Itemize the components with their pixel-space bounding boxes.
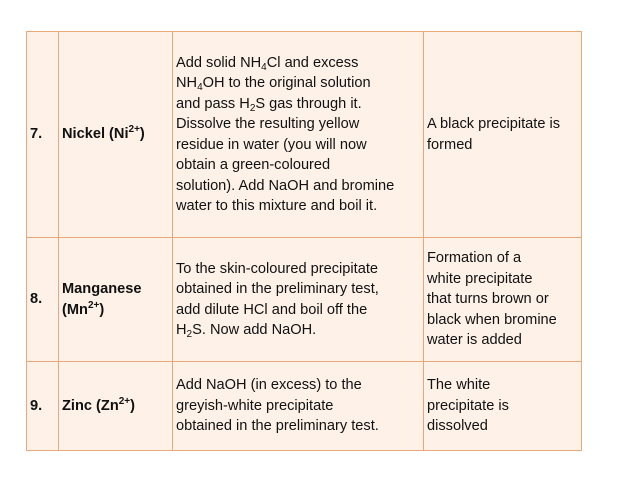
observation-line: A black precipitate is bbox=[427, 116, 561, 132]
observation-line: Formation of a bbox=[427, 250, 522, 267]
observation-line: white precipitate bbox=[427, 270, 533, 287]
test-line: add dilute HCl and boil off the bbox=[176, 301, 368, 318]
row-number-text: 8. bbox=[30, 291, 43, 308]
ion-cell bbox=[59, 32, 173, 238]
ion-cell bbox=[59, 238, 173, 362]
test-line: To the skin-coloured precipitate bbox=[176, 260, 378, 277]
table-row-nickel bbox=[27, 32, 582, 238]
test-text: and pass H bbox=[176, 95, 250, 112]
observation-line: black when bromine bbox=[427, 311, 557, 328]
ion-name: (Mn bbox=[62, 301, 88, 318]
observation-line: precipitate is bbox=[427, 397, 509, 414]
test-text: S. Now add NaOH. bbox=[192, 322, 317, 338]
ion-close: ) bbox=[99, 301, 105, 318]
ion-charge: 2+ bbox=[128, 124, 140, 136]
test-line: residue in water (you will now bbox=[176, 136, 367, 153]
salt-analysis-table bbox=[26, 31, 582, 451]
test-text: Add solid NH bbox=[176, 54, 262, 71]
table-row-zinc bbox=[27, 362, 582, 451]
ion-charge: 2+ bbox=[87, 299, 100, 311]
ion-name: Nickel (Ni bbox=[62, 126, 129, 143]
test-cell bbox=[173, 238, 424, 362]
subscript: 4 bbox=[197, 82, 203, 93]
observation-cell bbox=[424, 362, 582, 451]
test-line: obtained in the preliminary test, bbox=[176, 281, 379, 297]
test-line: water to this mixture and boil it. bbox=[176, 198, 378, 214]
test-line: Dissolve the resulting yellow bbox=[176, 116, 360, 132]
observation-line: formed bbox=[427, 136, 473, 153]
test-line: obtained in the preliminary test. bbox=[176, 418, 379, 435]
observation-line: that turns brown or bbox=[427, 291, 549, 308]
ion-close: ) bbox=[139, 126, 145, 143]
subscript: 2 bbox=[249, 102, 256, 114]
test-line: Add NaOH (in excess) to the bbox=[176, 377, 362, 394]
test-line: solution). Add NaOH and bromine bbox=[176, 177, 395, 194]
ion-close: ) bbox=[130, 397, 136, 414]
test-text: OH to the original solution bbox=[202, 75, 371, 91]
row-number bbox=[27, 32, 59, 238]
ion-name: Zinc (Zn bbox=[62, 397, 119, 414]
test-line bbox=[176, 94, 420, 115]
observation-cell bbox=[424, 238, 582, 362]
table-row-manganese bbox=[27, 238, 582, 362]
test-text: H bbox=[176, 322, 187, 338]
test-text: S gas through it. bbox=[255, 95, 362, 112]
row-number-text: 9. bbox=[30, 397, 43, 414]
observation-line: The white bbox=[427, 377, 491, 394]
observation-cell bbox=[424, 32, 582, 238]
test-line bbox=[176, 320, 420, 341]
observation-line: dissolved bbox=[427, 418, 488, 435]
test-text: NH bbox=[176, 75, 198, 91]
test-cell bbox=[173, 32, 424, 238]
test-line: obtain a green-coloured bbox=[176, 157, 331, 173]
test-text: Cl and excess bbox=[266, 54, 359, 71]
test-line: greyish-white precipitate bbox=[176, 397, 334, 414]
ion-line bbox=[62, 300, 169, 321]
ion-cell bbox=[59, 362, 173, 451]
ion-charge: 2+ bbox=[118, 395, 131, 407]
test-line bbox=[176, 53, 420, 74]
observation-line: water is added bbox=[427, 332, 522, 349]
row-number bbox=[27, 238, 59, 362]
test-cell bbox=[173, 362, 424, 451]
ion-name: Manganese bbox=[62, 281, 142, 297]
row-number bbox=[27, 362, 59, 451]
subscript: 4 bbox=[261, 61, 267, 73]
row-number-text: 7. bbox=[30, 126, 43, 143]
test-line bbox=[176, 73, 420, 94]
subscript: 2 bbox=[186, 329, 193, 340]
